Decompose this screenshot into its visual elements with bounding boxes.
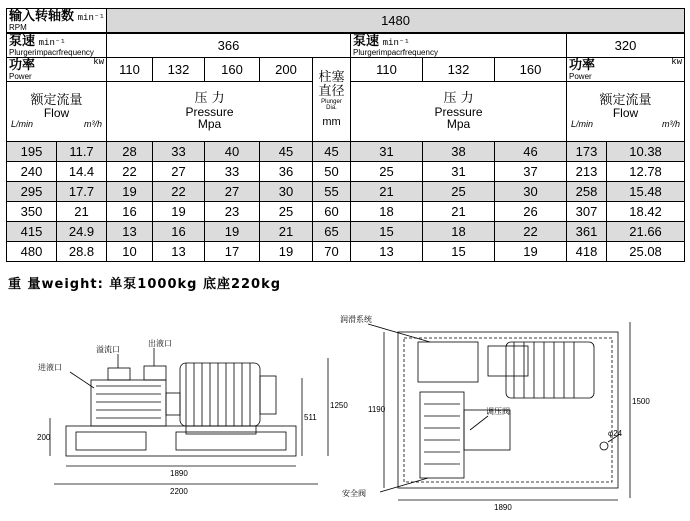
label-overflow: 溢流口 (96, 345, 120, 354)
label-regulator: 调压阀 (486, 407, 510, 416)
flow-unit-a-left: L/min (11, 118, 34, 129)
pressure-unit-right: Mpa (446, 117, 471, 132)
cell-q2: 15 (423, 242, 495, 262)
flow-en-left: Flow (43, 106, 70, 121)
cell-q3: 37 (495, 162, 567, 182)
flow-header-left (7, 82, 107, 142)
pump-body (91, 380, 166, 426)
cell-flow-m: 11.7 (57, 142, 107, 162)
pressure-header-right (351, 82, 567, 142)
dim-1250: 1250 (330, 401, 348, 410)
flow-en-right: Flow (612, 106, 639, 121)
plunger-en: Plunger Dia. (321, 98, 342, 111)
crankcase (464, 410, 510, 450)
pressure-header-left (107, 82, 313, 142)
pressure-en-right: Pressure (434, 104, 483, 119)
pump-speed-label (7, 33, 107, 58)
cell-fm-r: 21.66 (607, 222, 685, 242)
cell-fl-r: 361 (567, 222, 607, 242)
cell-flow-l: 295 (7, 182, 57, 202)
cell-p1: 16 (107, 202, 153, 222)
flow-cn-right: 额定流量 (599, 92, 652, 108)
plunger-unit: mm (322, 116, 341, 129)
pump-speed-unit-right: min⁻¹ (382, 38, 410, 49)
cell-flow-l: 480 (7, 242, 57, 262)
row-power (7, 58, 685, 82)
cell-p2: 16 (153, 222, 205, 242)
flow-unit-a-right: L/min (571, 118, 594, 129)
cell-p1: 10 (107, 242, 153, 262)
cell-q1: 25 (351, 162, 423, 182)
pump-head-details (424, 404, 460, 464)
leader-lube (368, 324, 430, 342)
cell-p3: 23 (205, 202, 260, 222)
leader-inlet (70, 372, 94, 388)
dim-1190: 1190 (368, 405, 386, 414)
pump-speed-cn: 泵速 (9, 34, 36, 50)
pressure-en-left: Pressure (185, 104, 234, 119)
power-cn-right: 功率 (569, 58, 596, 74)
cell-p3: 19 (205, 222, 260, 242)
top-view-svg (338, 312, 650, 512)
power-l-3: 200 (260, 58, 313, 82)
side-view-drawing (36, 338, 348, 498)
input-speed-en: RPM (9, 22, 27, 32)
pressure-unit-left: Mpa (197, 117, 222, 132)
cell-fm-r: 10.38 (607, 142, 685, 162)
pump-speed-en: Plurgerimpacrfrequency (9, 47, 94, 57)
cell-q2: 25 (423, 182, 495, 202)
input-speed-value: 1480 (107, 9, 685, 34)
cell-p2: 13 (153, 242, 205, 262)
cell-q3: 46 (495, 142, 567, 162)
cell-dia: 45 (313, 142, 351, 162)
spec-table (6, 8, 685, 262)
cell-flow-l: 240 (7, 162, 57, 182)
cell-p4: 45 (260, 142, 313, 162)
cell-flow-m: 21 (57, 202, 107, 222)
cell-flow-m: 14.4 (57, 162, 107, 182)
cell-fm-r: 25.08 (607, 242, 685, 262)
overflow-port (108, 368, 130, 380)
cell-q2: 21 (423, 202, 495, 222)
label-inlet: 进液口 (38, 363, 62, 372)
cell-q2: 38 (423, 142, 495, 162)
cell-fm-r: 15.48 (607, 182, 685, 202)
power-l-2: 160 (205, 58, 260, 82)
power-r-2: 160 (495, 58, 567, 82)
cell-p3: 33 (205, 162, 260, 182)
table-row (7, 182, 685, 202)
motor-body (180, 363, 260, 426)
pump-head (420, 392, 464, 478)
cell-q1: 31 (351, 142, 423, 162)
input-speed-cn: 输入转轴数 (9, 9, 75, 24)
cell-q3: 30 (495, 182, 567, 202)
cell-p4: 30 (260, 182, 313, 202)
cell-q2: 31 (423, 162, 495, 182)
cell-fl-r: 213 (567, 162, 607, 182)
cell-flow-l: 195 (7, 142, 57, 162)
cell-fl-r: 418 (567, 242, 607, 262)
label-outlet: 出液口 (148, 339, 172, 348)
dim-1890: 1890 (170, 469, 188, 478)
power-en: Power (9, 71, 32, 81)
power-l-0: 110 (107, 58, 153, 82)
lube-unit (418, 342, 478, 382)
cell-dia: 55 (313, 182, 351, 202)
dim-1890-r: 1890 (494, 503, 512, 512)
cell-flow-m: 17.7 (57, 182, 107, 202)
flow-cn-left: 额定流量 (30, 92, 83, 108)
outlet-port (144, 366, 166, 380)
pressure-cn-right: 压 力 (443, 91, 474, 107)
cell-q3: 22 (495, 222, 567, 242)
pump-speed-cn-right: 泵速 (353, 34, 380, 50)
cell-q3: 19 (495, 242, 567, 262)
cell-p1: 13 (107, 222, 153, 242)
gear-unit (488, 346, 528, 376)
top-motor (506, 342, 594, 398)
cell-p4: 19 (260, 242, 313, 262)
power-label (7, 58, 107, 82)
cell-p3: 40 (205, 142, 260, 162)
data-rows (7, 142, 685, 262)
cell-dia: 60 (313, 202, 351, 222)
cell-flow-m: 28.8 (57, 242, 107, 262)
pump-speed-right: 320 (567, 33, 685, 58)
cell-flow-m: 24.9 (57, 222, 107, 242)
input-speed-label (7, 9, 107, 34)
power-en-right: Power (569, 71, 592, 81)
plunger-header (313, 58, 351, 142)
table-row (7, 142, 685, 162)
pump-speed-en-right: Plurgerimpacrfrequency (353, 47, 438, 57)
leader-regulator (470, 416, 488, 430)
power-l-1: 132 (153, 58, 205, 82)
power-label-right (567, 58, 685, 82)
cell-p2: 22 (153, 182, 205, 202)
power-unit-right: kw (671, 57, 683, 68)
cell-q2: 18 (423, 222, 495, 242)
cell-p1: 28 (107, 142, 153, 162)
cell-p4: 36 (260, 162, 313, 182)
top-view-drawing (338, 312, 650, 512)
label-lube: 润滑系统 (340, 315, 372, 324)
table-row (7, 202, 685, 222)
cell-dia: 50 (313, 162, 351, 182)
table-row (7, 222, 685, 242)
dim-200: 200 (37, 433, 51, 442)
cell-p2: 27 (153, 162, 205, 182)
row-pump-speed (7, 33, 685, 58)
weight-line: 重 量weight: 单泵1000kg 底座220kg (8, 277, 282, 292)
row-input-speed (7, 9, 685, 34)
cell-p3: 27 (205, 182, 260, 202)
power-r-0: 110 (351, 58, 423, 82)
pump-speed-left: 366 (107, 33, 351, 58)
anchor-hole (600, 442, 608, 450)
input-speed-unit: min⁻¹ (77, 13, 105, 23)
motor-fins (186, 363, 250, 426)
power-unit: kw (93, 57, 105, 68)
power-r-1: 132 (423, 58, 495, 82)
power-cn: 功率 (9, 58, 36, 74)
cell-dia: 70 (313, 242, 351, 262)
pump-details (96, 386, 161, 418)
table-row (7, 162, 685, 182)
motor-fan-cover (260, 376, 276, 414)
cell-fm-r: 18.42 (607, 202, 685, 222)
cell-p4: 21 (260, 222, 313, 242)
cell-fl-r: 173 (567, 142, 607, 162)
cell-fl-r: 258 (567, 182, 607, 202)
cell-p2: 19 (153, 202, 205, 222)
cell-q1: 21 (351, 182, 423, 202)
label-safety: 安全阀 (342, 489, 366, 498)
cell-dia: 65 (313, 222, 351, 242)
dim-1500: 1500 (632, 397, 650, 406)
side-view-svg (36, 338, 348, 498)
dim-2200: 2200 (170, 487, 188, 496)
pressure-cn-left: 压 力 (194, 91, 225, 107)
cell-flow-l: 415 (7, 222, 57, 242)
table-row (7, 242, 685, 262)
dim-511: 511 (304, 413, 317, 422)
cell-fl-r: 307 (567, 202, 607, 222)
label-hole: φ24 (608, 429, 623, 438)
cell-p1: 19 (107, 182, 153, 202)
cell-fm-r: 12.78 (607, 162, 685, 182)
cell-p4: 25 (260, 202, 313, 222)
cell-p1: 22 (107, 162, 153, 182)
cell-q1: 18 (351, 202, 423, 222)
cell-q1: 13 (351, 242, 423, 262)
pump-speed-unit: min⁻¹ (38, 38, 66, 49)
cell-p3: 17 (205, 242, 260, 262)
cell-q3: 26 (495, 202, 567, 222)
base-frame (66, 426, 296, 456)
top-motor-fins (514, 342, 574, 398)
cell-p2: 33 (153, 142, 205, 162)
cell-flow-l: 350 (7, 202, 57, 222)
flow-unit-b-left: m³/h (84, 118, 103, 129)
plunger-cn: 柱塞直径 (318, 69, 345, 99)
coupling (166, 393, 180, 415)
cell-q1: 15 (351, 222, 423, 242)
flow-header-right (567, 82, 685, 142)
flow-unit-b-right: m³/h (662, 118, 681, 129)
pump-speed-label-right (351, 33, 567, 58)
